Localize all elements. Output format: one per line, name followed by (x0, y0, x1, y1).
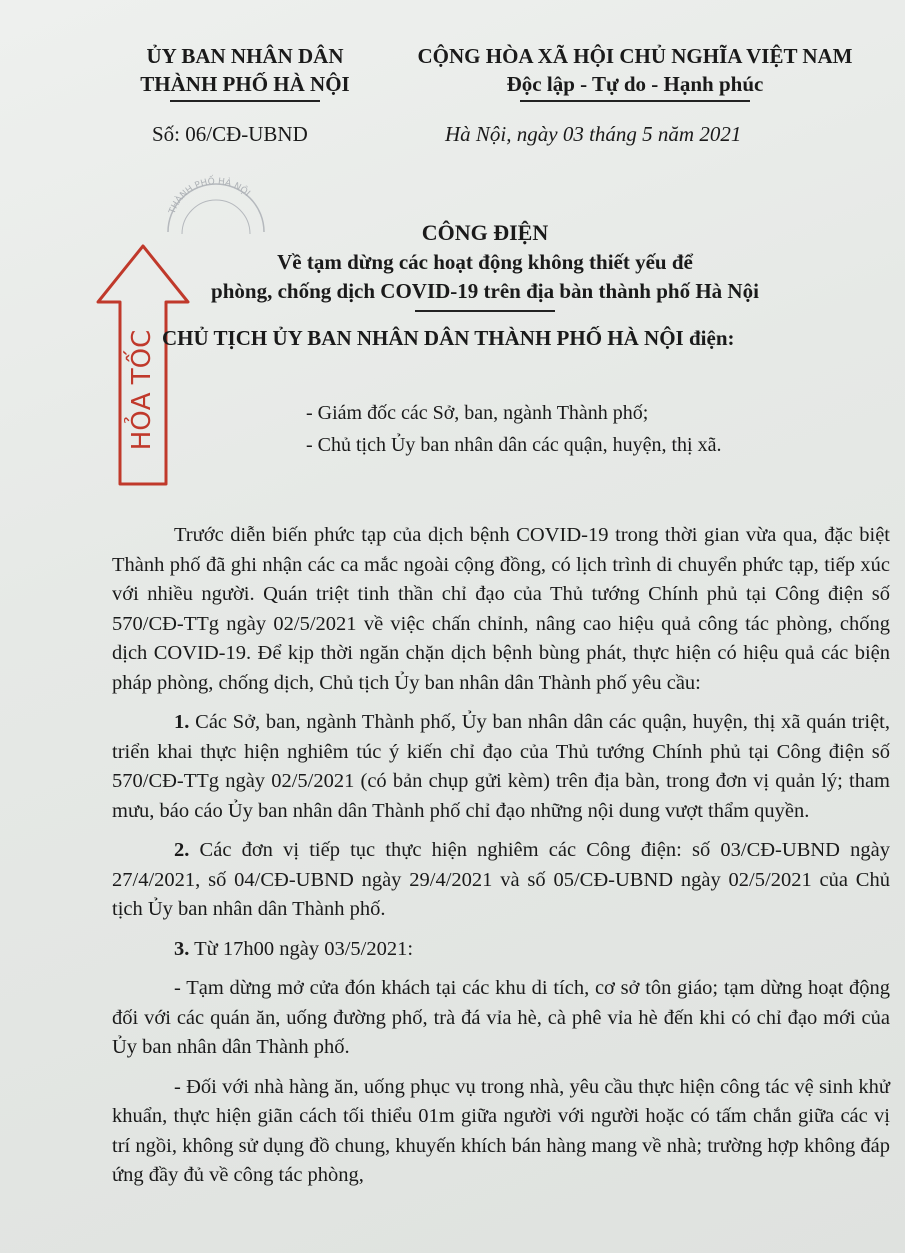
item-2-number: 2. (174, 839, 190, 861)
item-2-text: Các đơn vị tiếp tục thực hiện nghiêm các Công điện: số 03/CĐ-UBND ngày 27/4/2021, số 04/CĐ-UBND ngày 29/4/2021 và số 05/CĐ-UBND ngày 02/5/2021 của Chủ tịch Ủy ban nhân dân Thành phố. (112, 839, 890, 920)
intro-paragraph: Trước diễn biến phức tạp của dịch bệnh COVID-19 trong thời gian vừa qua, đặc biệt Thành phố đã ghi nhận các ca mắc ngoài cộng đồng, có lịch trình di chuyển phức tạp, tiếp xúc với nhiều người. Quán triệt tinh thần chỉ đạo của Thủ tướng Chính phủ tại Công điện số 570/CĐ-TTg ngày 02/5/2021 về việc chấn chỉnh, nâng cao hiệu quả công tác phòng, chống dịch COVID-19. Để kịp thời ngăn chặn dịch bệnh bùng phát, thực hiện có hiệu quả các biện pháp phòng, chống dịch, Chủ tịch Ủy ban nhân dân Thành phố yêu cầu: (112, 524, 890, 694)
motto-underline (520, 100, 750, 102)
issuer-block (110, 42, 380, 102)
recipient-item: - Giám đốc các Sở, ban, ngành Thành phố; (306, 402, 649, 424)
bullet-paragraph-2: - Đối với nhà hàng ăn, uống phục vụ trong nhà, yêu cầu thực hiện công tác vệ sinh khử khuẩn, thực hiện giãn cách tối thiểu 01m giữa người với người hoặc có tấm chắn giữa các vị trí ngồi, không sử dụng đồ chung, khuyến khích bán hàng mang về nhà; trường hợp không đáp ứng đầy đủ về công tác phòng, (112, 1075, 890, 1186)
item-1-text: Các Sở, ban, ngành Thành phố, Ủy ban nhân dân các quận, huyện, thị xã quán triệt, triển khai thực hiện nghiêm túc ý kiến chỉ đạo của Thủ tướng Chính phủ tại Công điện số 570/CĐ-TTg ngày 02/5/2021 (có bản chụp gửi kèm) trên địa bàn, trong đơn vị quản lý; tham mưu, báo cáo Ủy ban nhân dân Thành phố chỉ đạo những nội dung vượt thẩm quyền. (112, 711, 890, 822)
recipient-item: - Chủ tịch Ủy ban nhân dân các quận, huyện, thị xã. (306, 434, 722, 456)
issuer-underline (170, 100, 320, 102)
document-date: Hà Nội, ngày 03 tháng 5 năm 2021 (445, 122, 742, 146)
title-rule (415, 310, 555, 312)
sender-heading: CHỦ TỊCH ỦY BAN NHÂN DÂN THÀNH PHỐ HÀ NỘI điện: (162, 326, 735, 350)
document-type-heading: CÔNG ĐIỆN (421, 220, 549, 245)
item-1-paragraph (112, 708, 890, 826)
urgent-stamp-text: HỎA TỐC (127, 329, 157, 451)
item-2-paragraph (112, 836, 890, 925)
item-3-text: Từ 17h00 ngày 03/5/2021: (189, 937, 414, 960)
item-3-paragraph (112, 935, 890, 965)
title-block (90, 218, 880, 312)
subject-line-2: phòng, chống dịch COVID-19 trên địa bàn thành phố Hà Nội (211, 279, 759, 303)
national-name: CỘNG HÒA XÃ HỘI CHỦ NGHĨA VIỆT NAM (417, 44, 853, 68)
item-1-number: 1. (174, 711, 190, 733)
bullet-paragraph-1: - Tạm dừng mở cửa đón khách tại các khu di tích, cơ sở tôn giáo; tạm dừng hoạt động đối với các quán ăn, uống đường phố, trà đá vỉa hè, cà phê vỉa hè đến khi có chỉ đạo mới của Ủy ban nhân dân Thành phố. (112, 977, 890, 1058)
issuer-line-2: THÀNH PHỐ HÀ NỘI (140, 72, 350, 96)
document-body (112, 521, 890, 1201)
national-motto-block (385, 42, 885, 102)
national-motto: Độc lập - Tự do - Hạnh phúc (506, 72, 764, 96)
document-number: Số: 06/CĐ-UBND (152, 122, 308, 146)
subject-line-1: Về tạm dừng các hoạt động không thiết yếu để (277, 250, 693, 274)
svg-text:THÀNH PHỐ HÀ NỘI: THÀNH PHỐ HÀ NỘI (167, 176, 252, 216)
item-3-number: 3. (174, 937, 190, 960)
recipient-list (306, 397, 721, 461)
issuer-line-1: ỦY BAN NHÂN DÂN (146, 44, 344, 68)
